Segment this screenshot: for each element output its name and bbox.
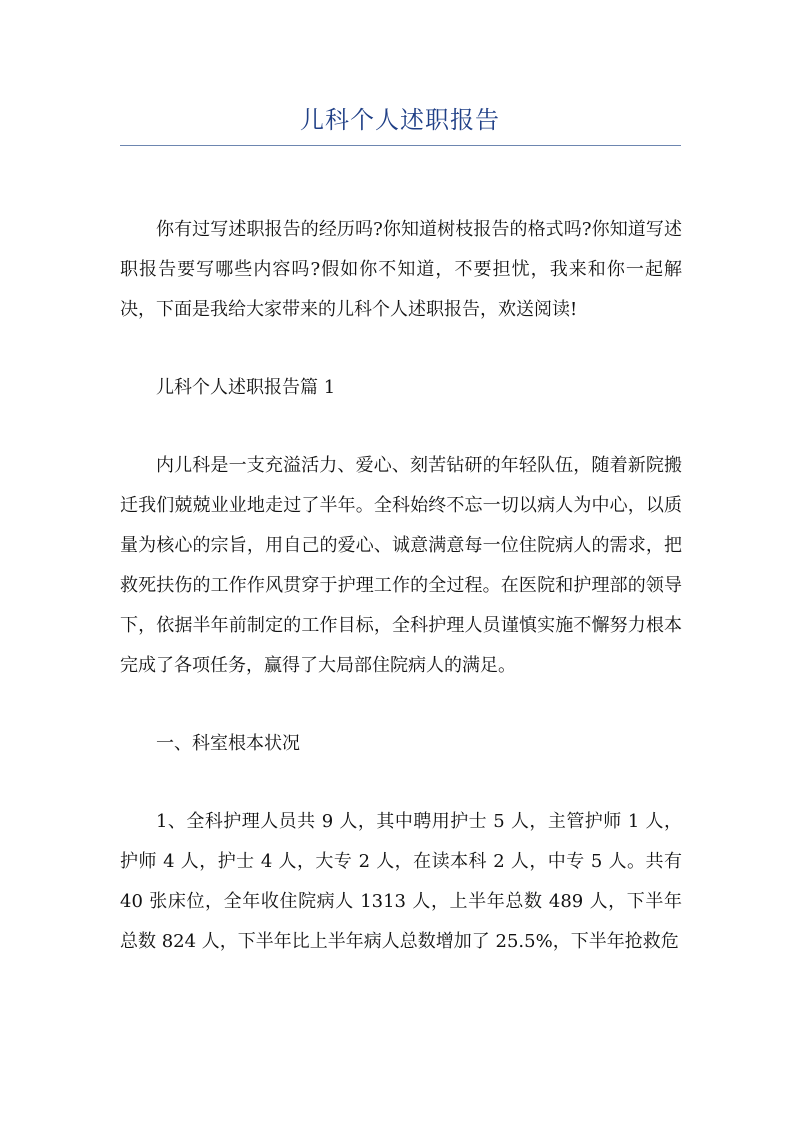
paragraph-gap [120,408,682,446]
item-1-paragraph: 1、全科护理人员共 9 人，其中聘用护士 5 人，主管护师 1 人，护师 4 人，护士 4 人，大专 2 人，在读本科 2 人，中专 5 人。共有 40 张床位，全年收住院病人 1313 人，上半年总数 489 人，下半年总数 824 人，下半年比上半年病人总数增加了 25.5%，下半年抢救危 [120,811,682,952]
paragraph-gap [120,764,682,802]
intro-paragraph: 你有过写述职报告的经历吗?你知道树枝报告的格式吗?你知道写述职报告要写哪些内容吗?假如你不知道，不要担忧，我来和你一起解决，下面是我给大家带来的儿科个人述职报告，欢送阅读! [120,219,682,320]
overview-paragraph: 内儿科是一支充溢活力、爱心、刻苦钻研的年轻队伍，随着新院搬迁我们兢兢业业地走过了半年。全科始终不忘一切以病人为中心，以质量为核心的宗旨，用自己的爱心、诚意满意每一位住院病人的需求，把救死扶伤的工作作风贯穿于护理工作的全过程。在医院和护理部的领导下，依据半年前制定的工作目标，全科护理人员谨慎实施不懈努力根本完成了各项任务，赢得了大局部住院病人的满足。 [120,455,682,676]
section-title: 儿科个人述职报告篇 1 [156,377,336,398]
paragraph-gap [120,330,682,368]
document-title: 儿科个人述职报告 [300,106,500,134]
heading-1: 一、科室根本状况 [156,733,300,754]
document-body [120,210,682,962]
title-divider [120,145,681,146]
paragraph-gap [120,686,682,724]
